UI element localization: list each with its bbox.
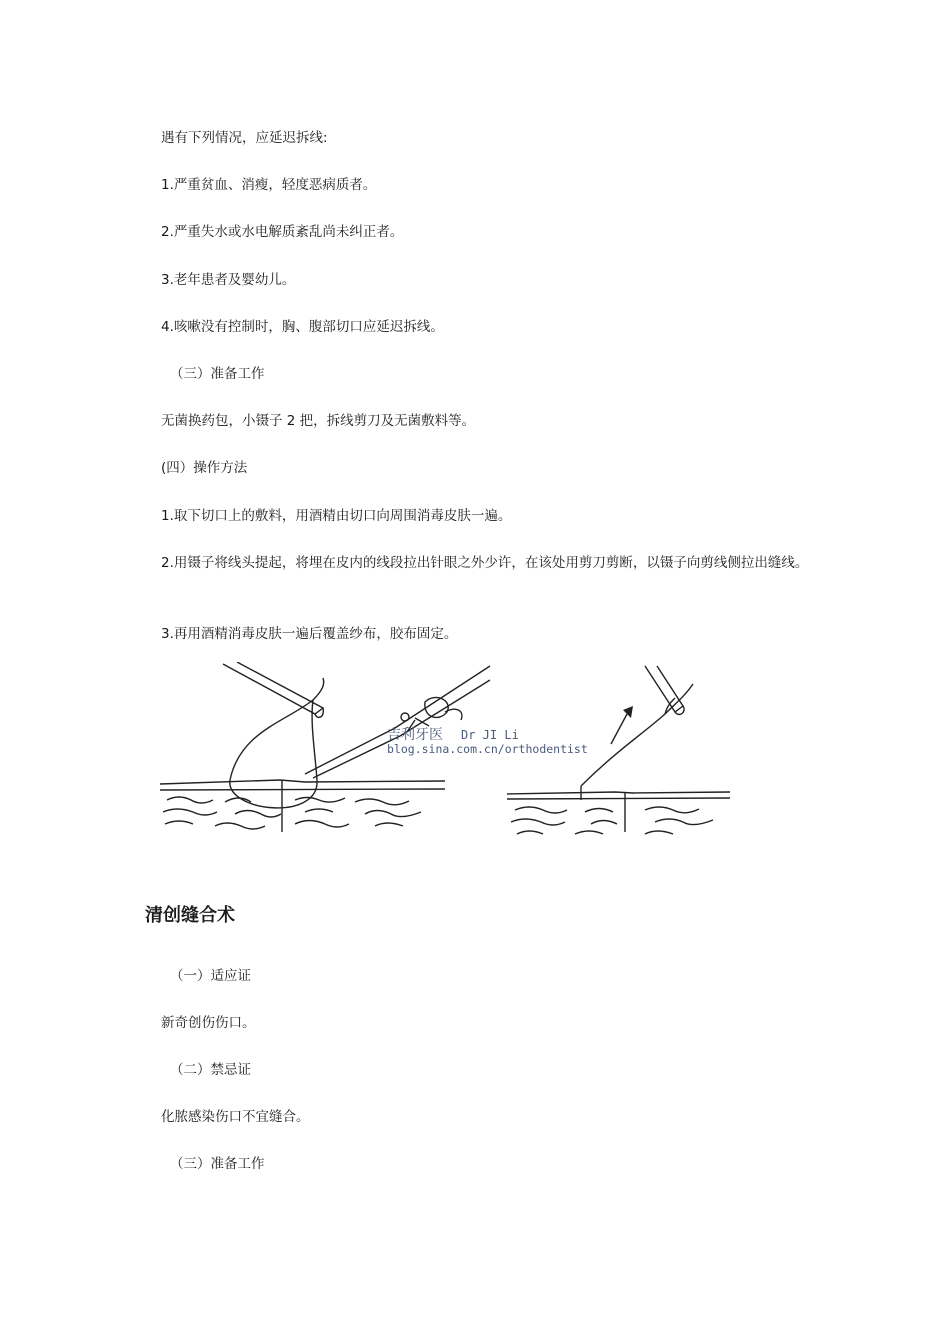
intro-text: 遇有下列情况，应延迟拆线: — [161, 130, 328, 146]
watermark-name: Dr JI Li — [461, 728, 519, 742]
watermark-url: blog.sina.com.cn/orthodentist — [387, 742, 588, 756]
suture-removal-drawing — [145, 662, 745, 842]
prep-heading: （三）准备工作 — [170, 366, 265, 382]
condition-item: 2.严重失水或水电解质紊乱尚未纠正者。 — [161, 224, 404, 240]
watermark-cn: 吉利牙医 — [387, 727, 443, 743]
condition-item: 3.老年患者及婴幼儿。 — [161, 272, 296, 288]
indication-text: 新奇创伤伤口。 — [161, 1015, 256, 1031]
prep-heading-2: （三）准备工作 — [170, 1156, 265, 1172]
section-title: 清创缝合术 — [145, 905, 235, 926]
indication-heading: （一）适应证 — [170, 968, 251, 984]
contra-heading: （二）禁忌证 — [170, 1062, 251, 1078]
condition-item: 4.咳嗽没有控制时，胸、腹部切口应延迟拆线。 — [161, 319, 444, 335]
method-step: 2.用镊子将线头提起，将埋在皮内的线段拉出针眼之外少许，在该处用剪刀剪断，以镊子向剪线侧拉出缝线。 — [161, 555, 809, 571]
method-step: 1.取下切口上的敷料，用酒精由切口向周围消毒皮肤一遍。 — [161, 508, 512, 524]
prep-text: 无菌换药包，小镊子 2 把，拆线剪刀及无菌敷料等。 — [161, 413, 476, 429]
contra-text: 化脓感染伤口不宜缝合。 — [161, 1109, 310, 1125]
suture-removal-illustration — [145, 662, 745, 842]
method-heading: (四）操作方法 — [161, 460, 248, 476]
method-step: 3.再用酒精消毒皮肤一遍后覆盖纱布，胶布固定。 — [161, 626, 458, 642]
condition-item: 1.严重贫血、消瘦，轻度恶病质者。 — [161, 177, 377, 193]
